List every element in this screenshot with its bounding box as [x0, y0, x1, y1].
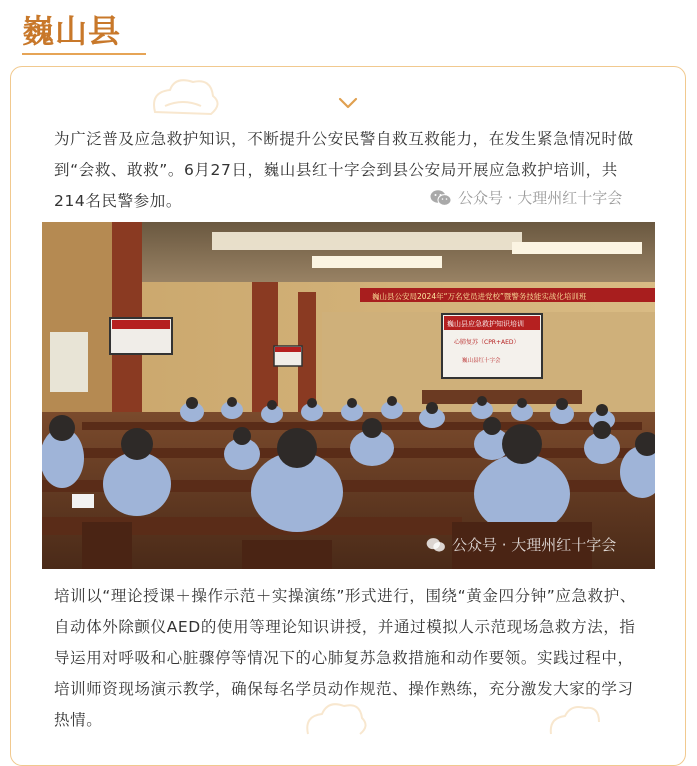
page-title: 巍山县 [22, 12, 122, 50]
body-paragraph: 培训以“理论授课＋操作示范＋实操演练”形式进行，围绕“黄金四分钟”应急救护、自动体外除颤仪AED的使用等理论知识讲授，并通过模拟人示范现场急救方法，指导运用对呼吸和心脏骤停等情况下的心肺复苏急救措施和动作要领。实践过程中，培训师资现场演示教学，确保每名学员动作规范、操作熟练，充分激发大家的学习热情。 [54, 587, 636, 729]
intro-paragraph: 为广泛普及应急救护知识，不断提升公安民警自救互救能力，在发生紧急情况时做到“会救、敢救”。6月27日，巍山县红十字会到县公安局开展应急救护培训，共214名民警参加。 [54, 130, 634, 210]
photo-banner-text: 巍山县公安局2024年“万名党员进党校”暨警务技能实战化培训班 [372, 292, 587, 301]
photo-screen-line: 巍山县红十字会 [462, 358, 501, 364]
wechat-icon [430, 189, 452, 207]
training-photo [42, 222, 655, 569]
photo-watermark [426, 534, 616, 555]
watermark-text: 公众号 · 大理州红十字会 [458, 189, 623, 207]
photo-watermark-text: 公众号 · 大理州红十字会 [452, 536, 617, 554]
photo-screen-subtitle: 心肺复苏（CPR+AED） [454, 339, 520, 346]
title-underline [22, 53, 146, 55]
wechat-icon [426, 537, 446, 553]
photo-screen-title: 巍山县应急救护知识培训 [447, 320, 524, 328]
chevron-down-icon [338, 96, 358, 110]
watermark [430, 187, 622, 208]
decorative-cloud-icon [145, 72, 225, 122]
